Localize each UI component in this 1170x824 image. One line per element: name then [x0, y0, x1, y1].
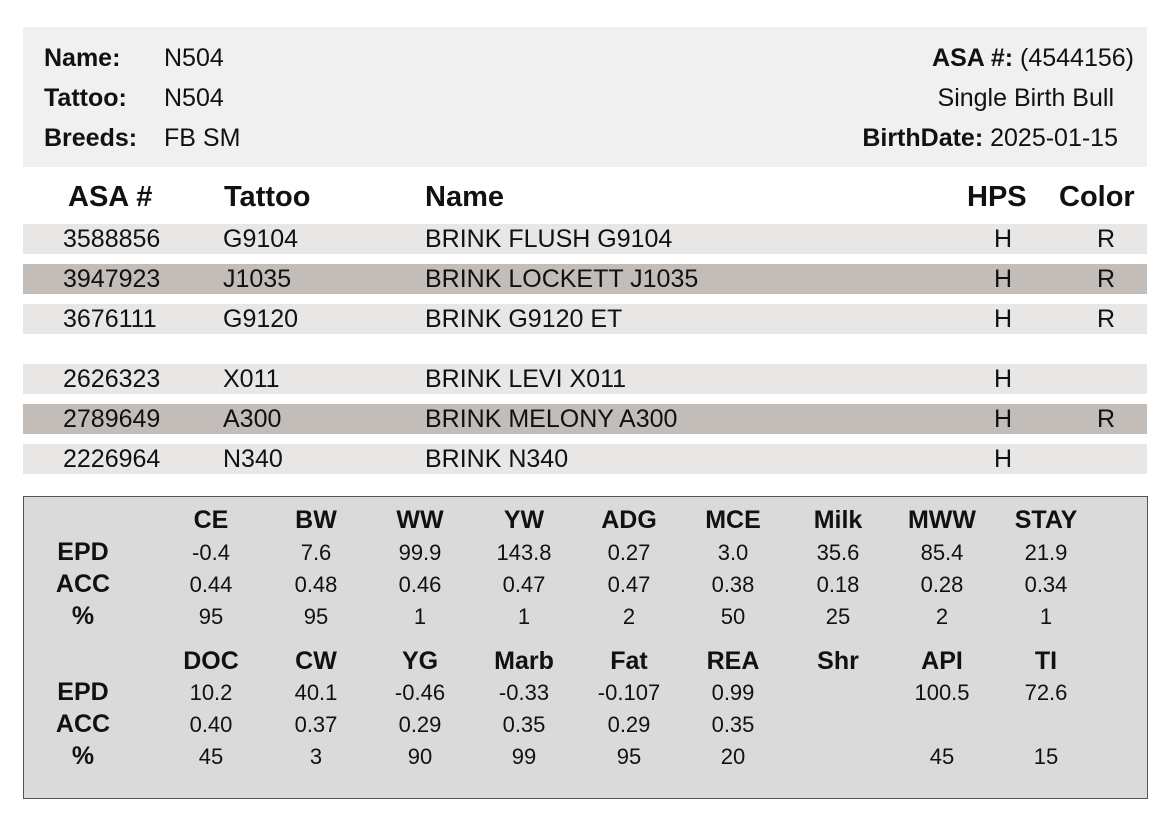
epd-row-label: ACC: [55, 570, 111, 598]
epd-value: 0.35: [711, 712, 755, 737]
epd-value: 0.99: [711, 680, 755, 705]
epd-value: 143.8: [496, 540, 552, 565]
pedigree-cell-tattoo: G9120: [223, 305, 299, 333]
pedigree-cell-name: BRINK N340: [425, 445, 569, 473]
tattoo-value: N504: [164, 84, 224, 112]
pedigree-cell-color: R: [1096, 405, 1116, 433]
birthdate-value: 2025-01-15: [990, 124, 1118, 152]
pedigree-cell-hps: H: [993, 445, 1013, 473]
birthdate-line: [862, 123, 1118, 153]
pedigree-cell-asa: 3676111: [63, 305, 157, 333]
epd-trait-header: ADG: [601, 506, 657, 534]
epd-value: 1: [517, 604, 531, 629]
pedigree-cell-tattoo: N340: [223, 445, 283, 473]
pedigree-header-name: Name: [425, 181, 504, 213]
epd-value: 0.29: [607, 712, 651, 737]
name-label: Name:: [44, 44, 121, 72]
epd-value: 2: [935, 604, 949, 629]
epd-value: 1: [413, 604, 427, 629]
epd-trait-header: YW: [503, 506, 545, 534]
breeds-label: Breeds:: [44, 124, 138, 152]
pedigree-cell-tattoo: A300: [223, 405, 282, 433]
epd-trait-header: REA: [706, 647, 760, 675]
epd-value: 50: [720, 604, 746, 629]
epd-value: 0.37: [294, 712, 338, 737]
epd-trait-header: WW: [396, 506, 444, 534]
pedigree-cell-asa: 3588856: [63, 225, 161, 253]
tattoo-line: [44, 83, 127, 113]
pedigree-header-hps: HPS: [967, 181, 1027, 213]
pedigree-cell-name: BRINK MELONY A300: [425, 405, 678, 433]
epd-trait-header: Fat: [610, 647, 648, 675]
epd-value: 0.34: [1024, 572, 1068, 597]
name-value: N504: [164, 44, 224, 72]
pedigree-row: [23, 264, 1147, 294]
asa-line: [932, 43, 1134, 73]
epd-trait-header: CE: [193, 506, 229, 534]
epd-value: 99: [511, 744, 537, 769]
pedigree-cell-name: BRINK FLUSH G9104: [425, 225, 673, 253]
asa-value: (4544156): [1020, 44, 1134, 72]
epd-row-label: %: [71, 742, 95, 770]
birthdate-label: BirthDate:: [862, 124, 984, 152]
pedigree-cell-name: BRINK G9120 ET: [425, 305, 623, 333]
pedigree-row: [23, 404, 1147, 434]
epd-value: 100.5: [914, 680, 970, 705]
pedigree-row: [23, 224, 1147, 254]
epd-trait-header: STAY: [1014, 506, 1078, 534]
epd-trait-header: MWW: [907, 506, 977, 534]
pedigree-header-tattoo: Tattoo: [224, 181, 311, 213]
pedigree-cell-name: BRINK LOCKETT J1035: [425, 265, 699, 293]
epd-value: 95: [198, 604, 224, 629]
epd-value: 95: [616, 744, 642, 769]
epd-trait-header: CW: [295, 647, 337, 675]
epd-value: 45: [929, 744, 955, 769]
pedigree-cell-color: R: [1096, 305, 1116, 333]
epd-value: 2: [622, 604, 636, 629]
pedigree-cell-tattoo: J1035: [223, 265, 292, 293]
epd-row-label: EPD: [57, 678, 109, 706]
epd-value: 10.2: [189, 680, 233, 705]
epd-value: 0.18: [816, 572, 860, 597]
pedigree-cell-hps: H: [993, 305, 1013, 333]
epd-value: 15: [1033, 744, 1059, 769]
epd-value: 0.47: [502, 572, 546, 597]
pedigree-row: [23, 304, 1147, 334]
epd-row-label: ACC: [55, 710, 111, 738]
epd-row-label: %: [71, 602, 95, 630]
pedigree-cell-asa: 3947923: [63, 265, 161, 293]
epd-value: 0.48: [294, 572, 338, 597]
epd-value: 21.9: [1024, 540, 1068, 565]
epd-value: -0.4: [192, 540, 230, 565]
epd-value: 20: [720, 744, 746, 769]
pedigree-cell-hps: H: [993, 365, 1013, 393]
birth-type: Single Birth Bull: [937, 84, 1114, 112]
epd-value: 40.1: [294, 680, 338, 705]
epd-trait-header: API: [921, 647, 963, 675]
epd-value: 0.29: [398, 712, 442, 737]
pedigree-cell-asa: 2226964: [63, 445, 161, 473]
epd-trait-header: TI: [1034, 647, 1058, 675]
epd-value: 0.40: [189, 712, 233, 737]
epd-value: 1: [1039, 604, 1053, 629]
pedigree-cell-name: BRINK LEVI X011: [425, 365, 627, 393]
epd-value: -0.46: [394, 680, 446, 705]
epd-trait-header: Milk: [813, 506, 863, 534]
epd-trait-header: BW: [295, 506, 337, 534]
epd-value: 3.0: [717, 540, 749, 565]
epd-value: 0.35: [502, 712, 546, 737]
epd-value: 0.44: [189, 572, 233, 597]
pedigree-row: [23, 364, 1147, 394]
tattoo-label: Tattoo:: [44, 84, 127, 112]
pedigree-cell-asa: 2626323: [63, 365, 161, 393]
epd-value: 72.6: [1024, 680, 1068, 705]
pedigree-row: [23, 444, 1147, 474]
breeds-line: [44, 123, 137, 153]
pedigree-cell-hps: H: [993, 225, 1013, 253]
epd-value: 95: [303, 604, 329, 629]
epd-trait-header: Marb: [494, 647, 554, 675]
epd-trait-header: MCE: [705, 506, 761, 534]
pedigree-cell-tattoo: G9104: [223, 225, 299, 253]
epd-value: 0.38: [711, 572, 755, 597]
asa-label: ASA #:: [932, 44, 1014, 72]
pedigree-header-asa: ASA #: [68, 181, 153, 213]
epd-value: 7.6: [300, 540, 332, 565]
pedigree-cell-color: R: [1096, 225, 1116, 253]
epd-value: 0.46: [398, 572, 442, 597]
pedigree-header-color: Color: [1059, 181, 1135, 213]
epd-value: 99.9: [398, 540, 442, 565]
pedigree-cell-color: R: [1096, 265, 1116, 293]
epd-row-label: EPD: [57, 538, 109, 566]
pedigree-cell-tattoo: X011: [223, 365, 280, 393]
epd-value: -0.107: [597, 680, 661, 705]
epd-value: 3: [309, 744, 323, 769]
name-line: [44, 43, 120, 73]
epd-value: 0.28: [920, 572, 964, 597]
epd-trait-header: Shr: [817, 647, 859, 675]
epd-value: -0.33: [498, 680, 550, 705]
epd-trait-header: DOC: [183, 647, 239, 675]
breeds-value: FB SM: [164, 124, 241, 152]
epd-value: 0.27: [607, 540, 651, 565]
epd-value: 25: [825, 604, 851, 629]
epd-value: 90: [407, 744, 433, 769]
epd-value: 45: [198, 744, 224, 769]
pedigree-cell-hps: H: [993, 405, 1013, 433]
epd-trait-header: YG: [401, 647, 439, 675]
pedigree-cell-hps: H: [993, 265, 1013, 293]
epd-value: 85.4: [920, 540, 964, 565]
pedigree-cell-asa: 2789649: [63, 405, 161, 433]
epd-value: 0.47: [607, 572, 651, 597]
epd-value: 35.6: [816, 540, 860, 565]
